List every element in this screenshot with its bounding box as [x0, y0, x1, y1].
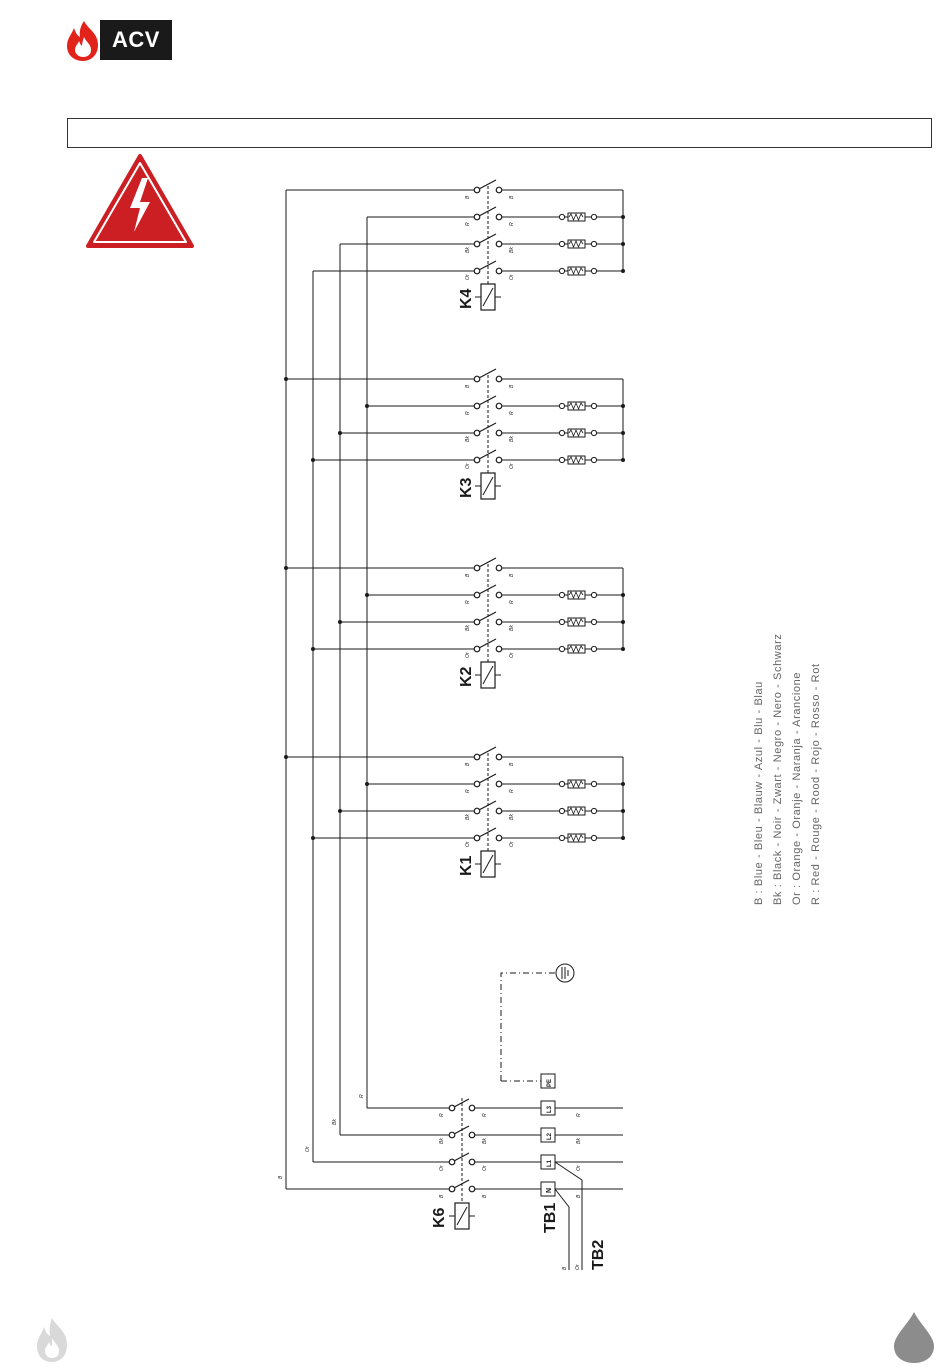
- legend-line-orange: Or : Orange - Oranje - Naranja - Arancione: [791, 671, 803, 905]
- wire-code-label: Or: [439, 1165, 445, 1171]
- element-terminal: [591, 430, 596, 435]
- junction-dot: [338, 809, 342, 813]
- wire-code-label: Bk: [482, 1138, 488, 1144]
- junction-dot: [338, 431, 342, 435]
- wire-code-label: Bk: [332, 1119, 338, 1125]
- switch-contact: [496, 214, 502, 220]
- wire-code-label: Bk: [465, 814, 471, 820]
- wiring-diagram: [260, 170, 640, 1280]
- footer-flame-icon: [34, 1316, 70, 1364]
- switch-contact: [469, 1186, 475, 1192]
- wire-code-label: Bk: [465, 247, 471, 253]
- element-terminal: [591, 646, 596, 651]
- switch-contact: [474, 268, 480, 274]
- footer-water-drop-icon: [892, 1310, 936, 1364]
- switch-contact: [474, 214, 480, 220]
- wire-code-label: Bk: [509, 814, 515, 820]
- element-terminal: [591, 835, 596, 840]
- wire-code-label: B: [509, 762, 515, 766]
- switch-contact: [496, 754, 502, 760]
- element-terminal: [591, 781, 596, 786]
- element-terminal: [559, 781, 564, 786]
- contactor-label-k2: K2: [458, 666, 475, 687]
- tb2-wire-code-b: B: [562, 1266, 568, 1270]
- contactor-group-k4: [286, 180, 625, 310]
- switch-contact: [474, 808, 480, 814]
- junction-dot: [365, 404, 369, 408]
- switch-contact: [496, 241, 502, 247]
- switch-contact: [449, 1105, 455, 1111]
- switch-contact: [474, 835, 480, 841]
- junction-dot: [365, 782, 369, 786]
- wire-code-label: B: [509, 384, 515, 388]
- wire-code-label: Or: [465, 652, 471, 658]
- switch-contact: [496, 835, 502, 841]
- title-frame: [67, 118, 932, 148]
- element-terminal: [591, 268, 596, 273]
- logo-text: ACV: [112, 27, 160, 52]
- element-terminal: [591, 241, 596, 246]
- wire-code-label: R: [509, 789, 515, 793]
- svg-text:L2: L2: [547, 1132, 553, 1140]
- switch-contact: [496, 781, 502, 787]
- svg-text:L3: L3: [547, 1105, 553, 1113]
- legend-line-blue: B : Blue - Bleu - Blauw - Azul - Blu - Blau: [753, 681, 765, 905]
- wire-code-label: B: [509, 195, 515, 199]
- switch-contact: [474, 430, 480, 436]
- main-contactor-k6: [278, 1094, 623, 1229]
- element-terminal: [591, 592, 596, 597]
- switch-contact: [496, 268, 502, 274]
- element-terminal: [559, 457, 564, 462]
- switch-contact: [474, 619, 480, 625]
- wire-code-label: Bk: [509, 247, 515, 253]
- wire-code-label: Bk: [509, 436, 515, 442]
- wire-code-label: R: [465, 789, 471, 793]
- element-terminal: [559, 403, 564, 408]
- svg-text:PE: PE: [547, 1078, 553, 1087]
- wire-code-label: B: [465, 195, 471, 199]
- switch-contact: [496, 592, 502, 598]
- wire-code-label: B: [465, 762, 471, 766]
- switch-contact: [469, 1105, 475, 1111]
- switch-contact: [469, 1132, 475, 1138]
- junction-dot: [311, 836, 315, 840]
- wire-code-label: Or: [509, 841, 515, 847]
- switch-contact: [496, 457, 502, 463]
- contactor-group-k2: [284, 558, 625, 688]
- wire-code-label: Bk: [465, 625, 471, 631]
- wire-code-label: B: [509, 573, 515, 577]
- wire-code-label: Bk: [576, 1138, 582, 1144]
- terminal-block-label-tb1: TB1: [542, 1202, 559, 1233]
- switch-contact: [474, 241, 480, 247]
- earth-connection: [501, 964, 574, 1081]
- element-terminal: [559, 619, 564, 624]
- wire-code-label: R: [509, 222, 515, 226]
- wire-code-label: Or: [465, 274, 471, 280]
- element-terminal: [591, 619, 596, 624]
- terminal-l3: [541, 1101, 555, 1115]
- wire-code-label: Bk: [465, 436, 471, 442]
- wire-code-label: R: [465, 411, 471, 415]
- switch-contact: [474, 592, 480, 598]
- switch-contact: [474, 781, 480, 787]
- contactor-label-k4: K4: [458, 288, 475, 309]
- element-terminal: [559, 835, 564, 840]
- element-terminal: [559, 430, 564, 435]
- contactor-label-k6: K6: [431, 1207, 448, 1228]
- wire-code-label: Or: [509, 652, 515, 658]
- flame-logo-icon: [64, 19, 104, 63]
- acv-logo: [64, 19, 174, 63]
- terminal-l2: [541, 1128, 555, 1142]
- element-terminal: [559, 646, 564, 651]
- wire-code-label: B: [482, 1194, 488, 1198]
- svg-text:N: N: [546, 1187, 553, 1193]
- wire-code-label: R: [509, 411, 515, 415]
- wire-code-label: R: [509, 600, 515, 604]
- wire-code-label: Or: [465, 841, 471, 847]
- wire-code-label: B: [465, 573, 471, 577]
- element-terminal: [559, 268, 564, 273]
- switch-contact: [474, 565, 480, 571]
- wire-code-label: B: [278, 1175, 284, 1179]
- legend-line-red: R : Red - Rouge - Rood - Rojo - Rosso - Rot: [810, 663, 822, 905]
- switch-contact: [474, 457, 480, 463]
- junction-dot: [338, 620, 342, 624]
- junction-dot: [284, 755, 288, 759]
- junction-dot: [284, 377, 288, 381]
- element-terminal: [559, 808, 564, 813]
- switch-contact: [474, 376, 480, 382]
- wire-code-label: Or: [509, 463, 515, 469]
- switch-contact: [496, 376, 502, 382]
- switch-contact: [496, 430, 502, 436]
- wire-code-label: R: [439, 1113, 445, 1117]
- legend-line-black: Bk : Black - Noir - Zwart - Negro - Nero - Schwarz: [772, 633, 784, 905]
- tb2-wire-code-or: Or: [575, 1264, 581, 1270]
- element-terminal: [559, 592, 564, 597]
- junction-dot: [284, 566, 288, 570]
- terminal-n: [541, 1182, 555, 1196]
- wire-code-label: R: [465, 600, 471, 604]
- switch-contact: [496, 808, 502, 814]
- wire-code-label: R: [576, 1113, 582, 1117]
- junction-dot: [311, 458, 315, 462]
- contactor-group-k3: [284, 369, 625, 499]
- terminal-block-label-tb2: TB2: [590, 1239, 607, 1270]
- switch-contact: [469, 1159, 475, 1165]
- contactor-label-k1: K1: [458, 855, 475, 876]
- wire-color-legend: [750, 605, 826, 905]
- switch-contact: [449, 1159, 455, 1165]
- terminal-pe: [541, 1074, 555, 1088]
- switch-contact: [449, 1186, 455, 1192]
- wire-code-label: R: [465, 222, 471, 226]
- wire-code-label: Or: [576, 1165, 582, 1171]
- switch-contact: [449, 1132, 455, 1138]
- wire-code-label: B: [439, 1194, 445, 1198]
- switch-contact: [496, 646, 502, 652]
- element-terminal: [591, 457, 596, 462]
- element-terminal: [559, 214, 564, 219]
- contactor-groups: [284, 180, 625, 877]
- element-terminal: [591, 403, 596, 408]
- switch-contact: [496, 403, 502, 409]
- switch-contact: [496, 619, 502, 625]
- switch-contact: [474, 187, 480, 193]
- wire-code-label: B: [576, 1194, 582, 1198]
- element-terminal: [591, 808, 596, 813]
- contactor-group-k1: [284, 747, 625, 877]
- switch-contact: [474, 754, 480, 760]
- wire-code-label: Bk: [439, 1138, 445, 1144]
- junction-dot: [311, 647, 315, 651]
- wire-code-label: R: [482, 1113, 488, 1117]
- wire-code-label: Or: [305, 1146, 311, 1152]
- junction-dot: [365, 593, 369, 597]
- wire-code-label: B: [465, 384, 471, 388]
- terminal-l1: [541, 1155, 555, 1169]
- wire-code-label: R: [359, 1094, 365, 1098]
- switch-contact: [496, 565, 502, 571]
- wire-code-label: Or: [465, 463, 471, 469]
- element-terminal: [559, 241, 564, 246]
- wire-code-label: Or: [482, 1165, 488, 1171]
- wire-code-label: Or: [509, 274, 515, 280]
- svg-text:L1: L1: [547, 1159, 553, 1167]
- switch-contact: [474, 646, 480, 652]
- wire-code-label: Bk: [509, 625, 515, 631]
- switch-contact: [474, 403, 480, 409]
- high-voltage-warning-icon: [84, 152, 196, 252]
- switch-contact: [496, 187, 502, 193]
- element-terminal: [591, 214, 596, 219]
- contactor-label-k3: K3: [458, 477, 475, 498]
